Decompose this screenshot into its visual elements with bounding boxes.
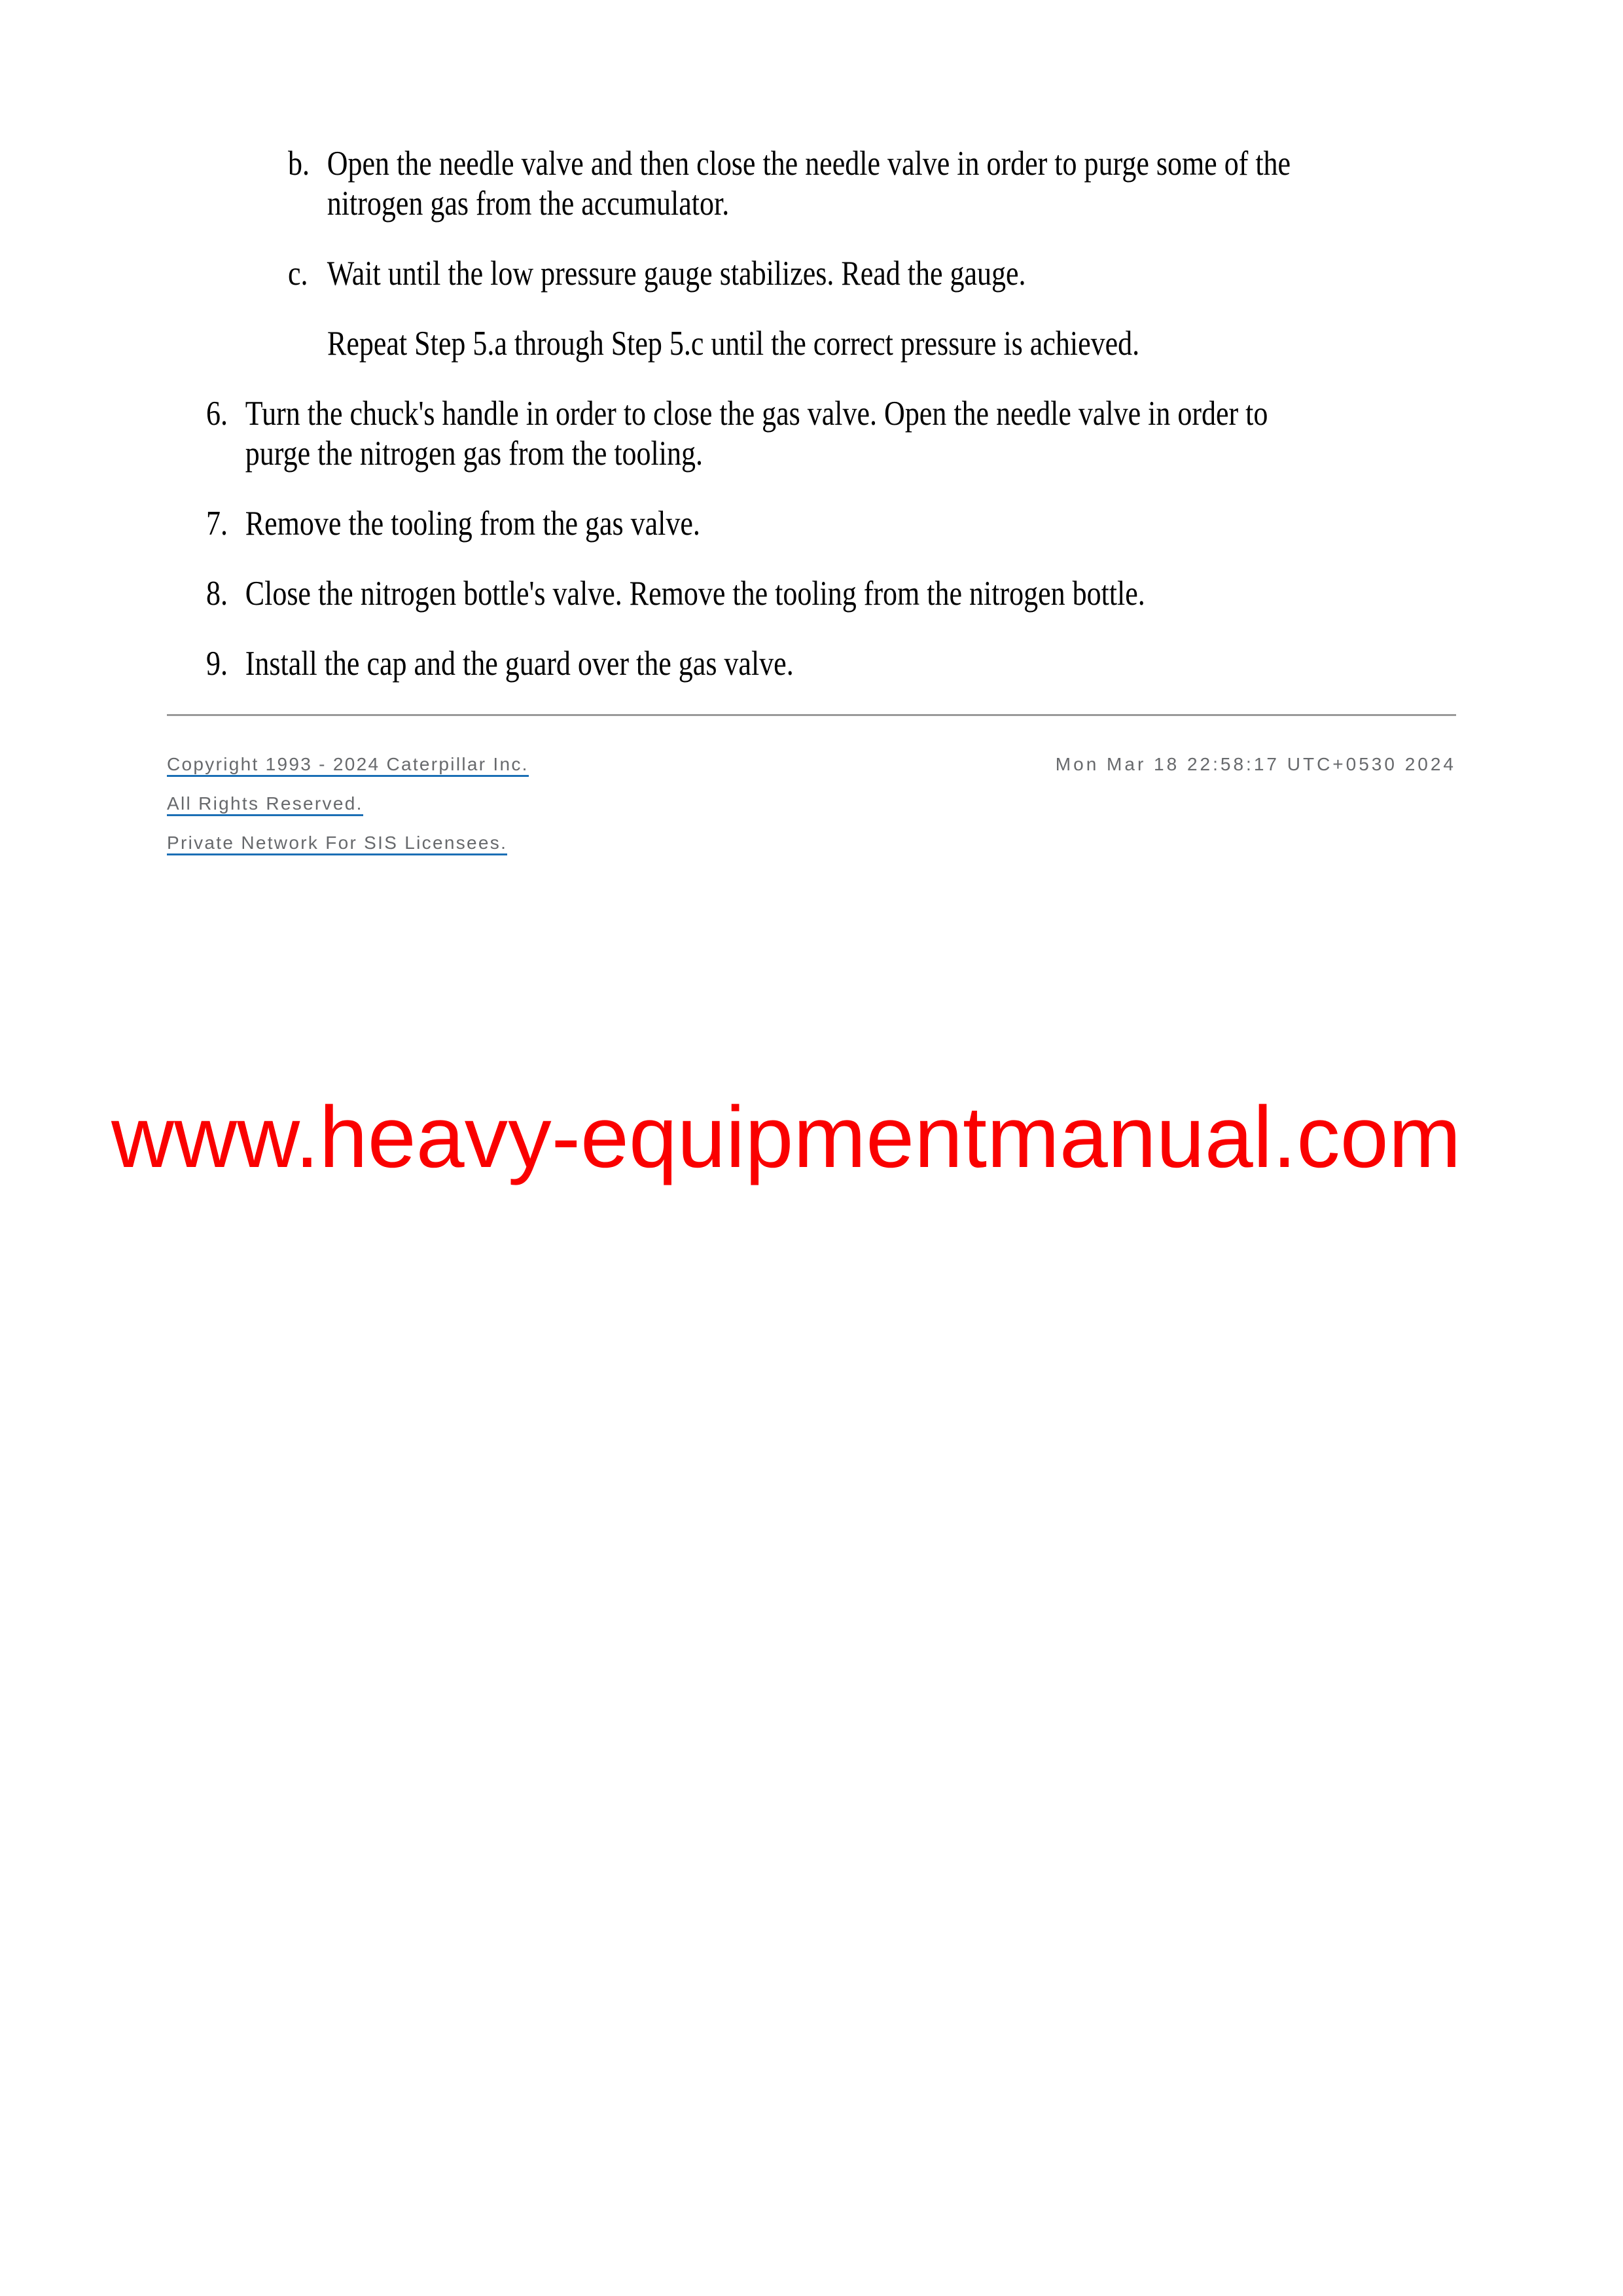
substep-b-text — [327, 144, 1291, 224]
footer-row — [167, 793, 1456, 816]
text-line: purge the nitrogen gas from the tooling. — [245, 435, 703, 473]
step-7 — [206, 504, 1382, 544]
sis-licensees-link[interactable]: Private Network For SIS Licensees. — [167, 833, 507, 855]
step-7-marker: 7. — [206, 505, 228, 543]
text-line: Open the needle valve and then close the needle valve in order to purge some of the — [327, 145, 1291, 183]
text-line: Close the nitrogen bottle's valve. Remove the tooling from the nitrogen bottle. — [245, 575, 1145, 613]
rights-reserved-link[interactable]: All Rights Reserved. — [167, 793, 363, 816]
watermark: www.heavy-equipmentmanual.com — [111, 1089, 1461, 1186]
step-9-marker: 9. — [206, 645, 228, 683]
page-footer — [167, 754, 1456, 855]
step-8 — [206, 574, 1382, 614]
substep-c-text — [327, 254, 1026, 294]
substep-c — [288, 254, 1396, 294]
step-9-text — [245, 644, 794, 684]
text-line: Remove the tooling from the gas valve. — [245, 505, 700, 543]
footer-row — [167, 833, 1456, 855]
step-8-marker: 8. — [206, 575, 228, 613]
step-9 — [206, 644, 1382, 684]
copyright-link[interactable]: Copyright 1993 - 2024 Caterpillar Inc. — [167, 754, 529, 777]
substep-b-marker: b. — [288, 145, 310, 183]
repeat-note: Repeat Step 5.a through Step 5.c until the correct pressure is achieved. — [327, 325, 1140, 363]
step-6-text — [245, 394, 1268, 474]
timestamp: Mon Mar 18 22:58:17 UTC+0530 2024 — [1055, 754, 1456, 774]
procedure-steps — [0, 144, 1623, 684]
text-line: Wait until the low pressure gauge stabilizes. Read the gauge. — [327, 255, 1026, 293]
step-6-marker: 6. — [206, 395, 228, 433]
substep-b — [288, 144, 1396, 224]
footer-divider — [167, 714, 1456, 716]
step-7-text — [245, 504, 700, 544]
text-line: Turn the chuck's handle in order to close the gas valve. Open the needle valve in order to — [245, 395, 1268, 433]
text-line: nitrogen gas from the accumulator. — [327, 185, 730, 223]
text-line: Install the cap and the guard over the gas valve. — [245, 645, 794, 683]
step-8-text — [245, 574, 1145, 614]
step-6 — [206, 394, 1382, 474]
substep-c-marker: c. — [288, 255, 308, 293]
